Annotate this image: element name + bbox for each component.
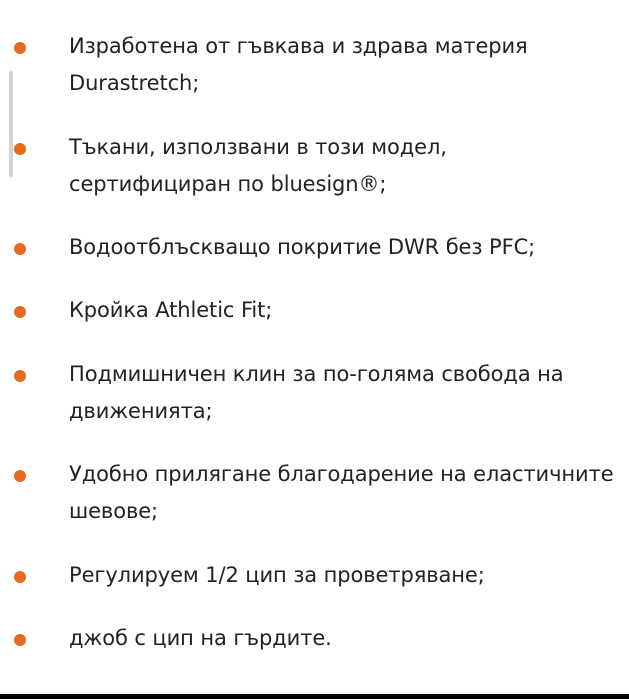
- list-item-text: Удобно прилягане благодарение на еластичните шевове;: [69, 462, 614, 523]
- list-item-text: Кройка Athletic Fit;: [69, 298, 273, 322]
- list-item-text: Водоотблъскващо покритие DWR без PFC;: [69, 235, 536, 259]
- bullet-icon: [14, 42, 26, 54]
- bullet-icon: [14, 370, 26, 382]
- bullet-icon: [14, 243, 26, 255]
- list-item-text: Регулируем 1/2 цип за проветряване;: [69, 563, 485, 587]
- bullet-icon: [14, 470, 26, 482]
- bullet-icon: [14, 634, 26, 646]
- bullet-icon: [14, 306, 26, 318]
- scroll-indicator[interactable]: [9, 71, 13, 177]
- list-item-text: Тъкани, използвани в този модел, сертифициран по bluesign®;: [69, 135, 447, 196]
- bullet-icon: [14, 571, 26, 583]
- bottom-bar: [0, 694, 629, 699]
- list-item-text: джоб с цип на гърдите.: [69, 626, 332, 650]
- bullet-icon: [14, 143, 26, 155]
- list-item-text: Подмишничен клин за по-голяма свобода на движенията;: [69, 362, 564, 423]
- list-item-text: Изработена от гъвкава и здрава материя Durastretch;: [69, 34, 528, 95]
